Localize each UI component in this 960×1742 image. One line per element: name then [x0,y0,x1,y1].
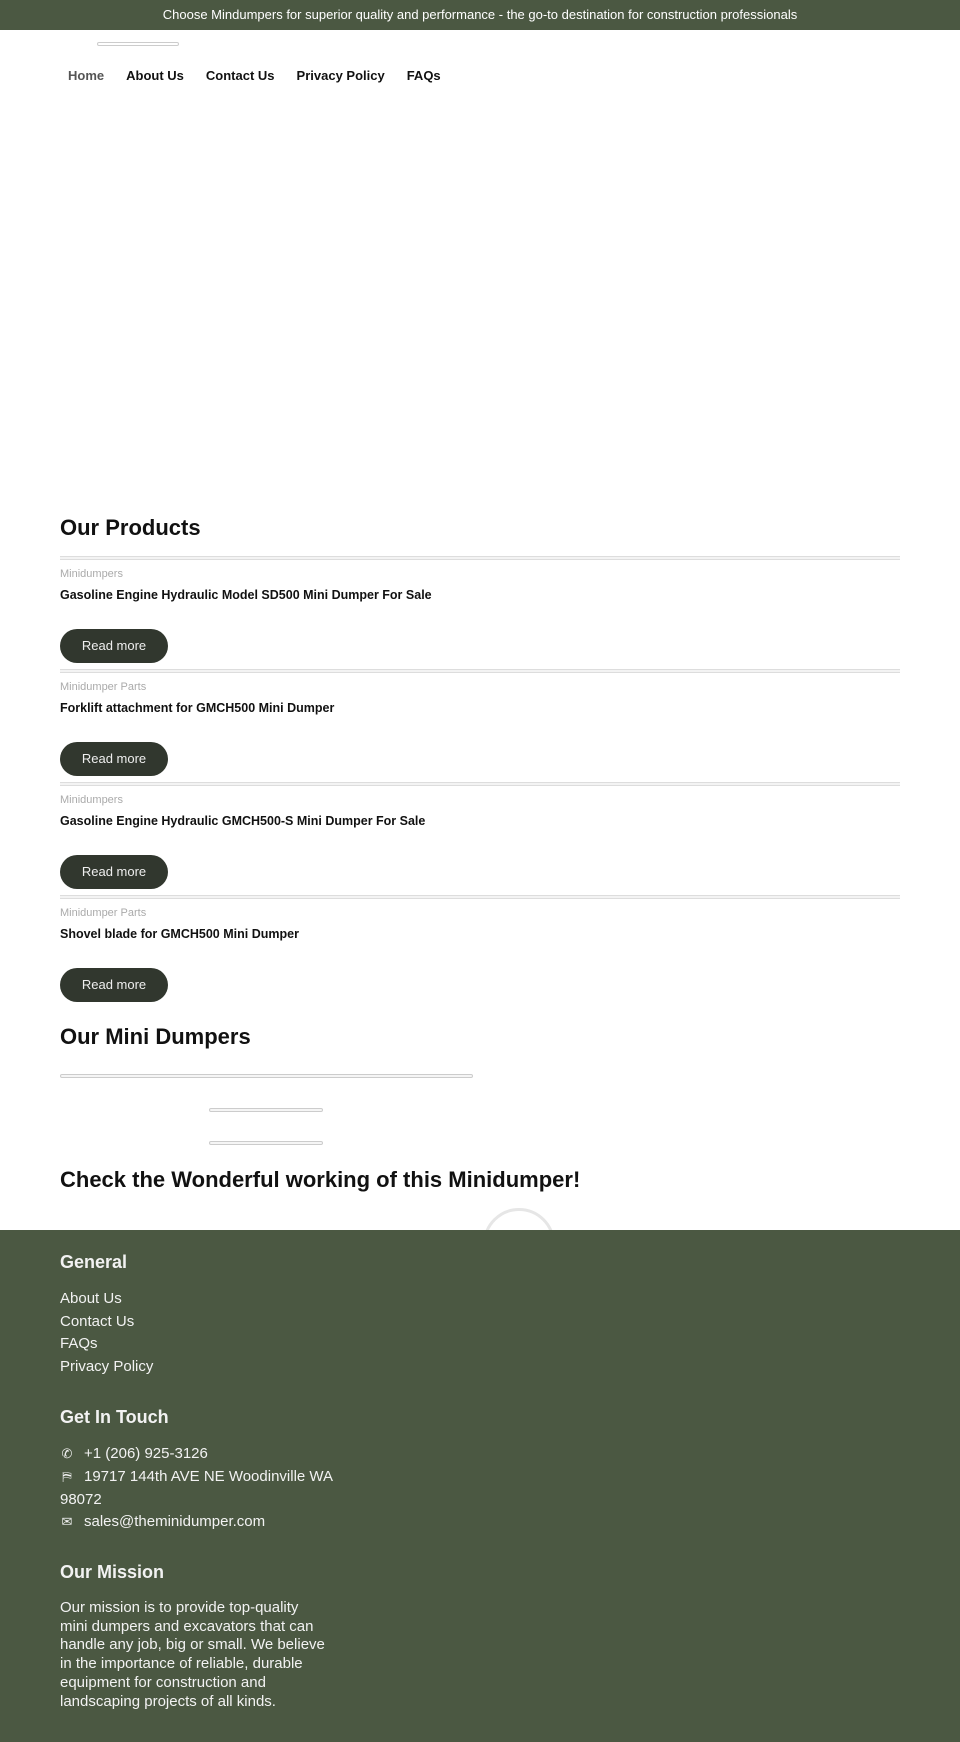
email-text: sales@theminidumper.com [84,1513,266,1530]
footer-email[interactable] [60,1513,265,1530]
product-title[interactable]: Gasoline Engine Hydraulic Model SD500 Mini Dumper For Sale [60,588,432,602]
nav-about-us[interactable]: About Us [126,68,184,83]
address-line2: 98072 [60,1491,102,1508]
logo-placeholder[interactable] [97,42,179,46]
footer-phone[interactable] [60,1445,208,1462]
announcement-bar: Choose Mindumpers for superior quality and performance - the go-to destination for construction professionals [0,0,960,30]
footer-link-contact-us[interactable]: Contact Us [60,1313,135,1330]
footer-link-about-us[interactable]: About Us [60,1290,122,1307]
product-divider [60,556,900,560]
main-nav [68,68,441,83]
nav-privacy-policy[interactable]: Privacy Policy [296,68,385,83]
product-category[interactable]: Minidumper Parts [60,681,147,693]
mini-dumpers-heading: Our Mini Dumpers [60,1024,251,1049]
address-line1: 19717 144th AVE NE Woodinville WA [84,1468,334,1485]
read-more-button[interactable]: Read more [60,629,168,663]
footer-link-faqs[interactable]: FAQs [60,1335,98,1352]
footer-general-heading: General [60,1252,128,1272]
read-more-button[interactable]: Read more [60,742,168,776]
footer-mission-heading: Our Mission [60,1562,165,1582]
phone-icon: ✆ [61,1446,73,1461]
footer-contact-heading: Get In Touch [60,1407,169,1427]
map-icon: ⛿ [62,1469,72,1484]
product-category[interactable]: Minidumper Parts [60,907,147,919]
read-more-button[interactable]: Read more [60,855,168,889]
envelope-icon: ✉ [61,1514,73,1529]
product-title[interactable]: Shovel blade for GMCH500 Mini Dumper [60,927,299,941]
nav-contact-us[interactable]: Contact Us [205,68,275,83]
read-more-button[interactable]: Read more [60,968,168,1002]
product-category[interactable]: Minidumpers [60,568,123,580]
carousel-placeholder [60,1074,473,1078]
product-category[interactable]: Minidumpers [60,794,123,806]
carousel-placeholder [209,1108,323,1112]
nav-faqs[interactable]: FAQs [406,68,441,83]
product-title[interactable]: Forklift attachment for GMCH500 Mini Dumper [60,701,335,715]
carousel-placeholder [209,1141,323,1145]
product-divider [60,782,900,786]
nav-home[interactable]: Home [68,68,105,83]
product-divider [60,895,900,899]
footer-link-privacy-policy[interactable]: Privacy Policy [60,1358,154,1375]
product-divider [60,669,900,673]
footer-address [60,1468,333,1485]
video-heading: Check the Wonderful working of this Minidumper! [60,1167,581,1192]
products-heading: Our Products [60,515,201,540]
mission-text: Our mission is to provide top-quality mini dumpers and excavators that can handle any job, big or small. We believe in the importance of reliable, durable equipment for construction and landscaping projects of all kinds. [60,1599,325,1710]
phone-text: +1 (206) 925-3126 [84,1445,208,1462]
product-title[interactable]: Gasoline Engine Hydraulic GMCH500-S Mini Dumper For Sale [60,814,426,828]
